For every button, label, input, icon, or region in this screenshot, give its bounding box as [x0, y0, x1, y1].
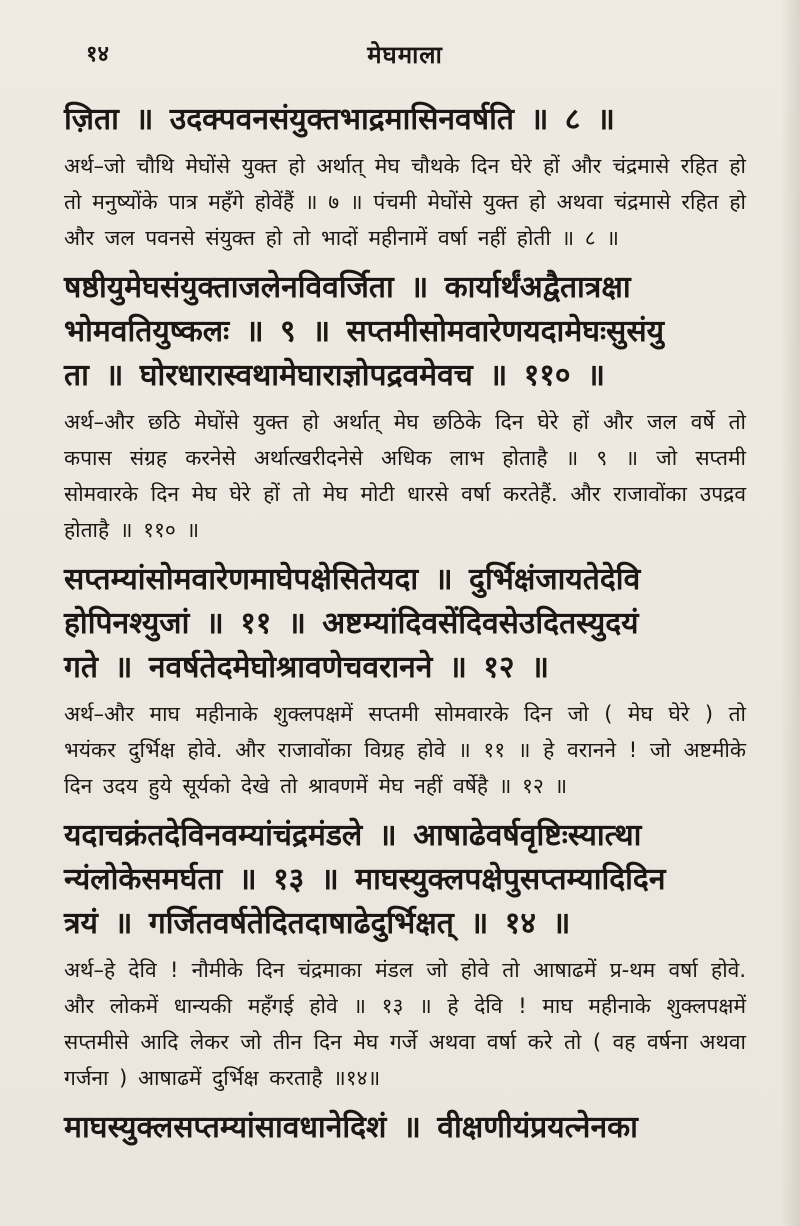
hindi-meaning: अर्थ–हे देवि ! नौमीके दिन चंद्रमाका मंडल जो होवे तो आषाढमें प्र-थम वर्षा होवे. और लोकमें धान्यकी महँगई होवे ॥ १३ ॥ हे देवि ! माघ महीनाके शुक्लपक्षमें सप्तमीसे आदि लेकर जो तीन दिन मेघ गर्जे अथवा वर्षा करे तो ( वह वर्षना अथवा गर्जना ) आषाढमें दुर्भिक्ष करताहै ॥१४॥	[64, 958, 746, 1090]
sanskrit-verse	[64, 814, 746, 946]
verse-block-4	[64, 814, 746, 1096]
verse-block-2	[64, 266, 746, 548]
verse-line: न्यंलोकेसमर्घता ॥ १३ ॥ माघस्युक्लपक्षेपुसप्तम्यादिदिन	[64, 862, 666, 897]
hindi-meaning: अर्थ–और छठि मेघोंसे युक्त हो अर्थात् मेघ छठिके दिन घेरे हों और जल वर्षे तो कपास संग्रह करनेसे अर्थात्खरीदनेसे अधिक लाभ होताहै ॥ ९ ॥ जो सप्तमी सोमवारके दिन मेघ घेरे हों तो मेघ मोटी धारसे वर्षा करतेहैं. और राजावोंका उपद्रव होताहै ॥ ११० ॥	[64, 410, 746, 542]
sanskrit-verse	[64, 558, 746, 690]
running-title: मेघमाला	[367, 41, 443, 69]
sanskrit-verse	[64, 98, 746, 142]
page-number: १४	[86, 42, 109, 67]
verse-block-5	[64, 1106, 746, 1150]
verse-line: यदाचक्रंतदेविनवम्यांचंद्रमंडले ॥ आषाढेवर्षवृष्टिःस्यात्था	[64, 818, 642, 853]
verse-line: सप्तम्यांसोमवारेणमाघेपक्षेसितेयदा ॥ दुर्भिक्षंजायतेदेवि	[64, 562, 641, 597]
hindi-meaning: अर्थ–जो चौथि मेघोंसे युक्त हो अर्थात् मेघ चौथके दिन घेरे हों और चंद्रमासे रहित हो तो मनुष्योंके पात्र महँगे होवेंहैं ॥ ७ ॥ पंचमी मेघोंसे युक्त हो अथवा चंद्रमासे रहित हो और जल पवनसे संयुक्त हो तो भादों महीनामें वर्षा नहीं होती ॥ ८ ॥	[64, 154, 746, 250]
verse-line: माघस्युक्लसप्तम्यांसावधानेदिशं ॥ वीक्षणीयंप्रयत्नेनका	[64, 1110, 638, 1145]
sanskrit-verse	[64, 1106, 746, 1150]
sanskrit-verse	[64, 266, 746, 398]
verse-line: गते ॥ नवर्षतेदमेघोश्रावणेचवरानने ॥ १२ ॥	[64, 650, 549, 685]
verse-line: ज़िता ॥ उदक्पवनसंयुक्तभाद्रमासिनवर्षति ॥ ८ ॥	[64, 102, 615, 137]
verse-line: भोमवतियुष्कलः ॥ ९ ॥ सप्तमीसोमवारेणयदामेघःसुसंयु	[64, 314, 665, 349]
verse-line: त्रयं ॥ गर्जितवर्षतेदितदाषाढेदुर्भिक्षत् ॥ १४ ॥	[64, 906, 571, 941]
verse-block-1	[64, 98, 746, 256]
hindi-meaning: अर्थ–और माघ महीनाके शुक्लपक्षमें सप्तमी सोमवारके दिन जो ( मेघ घेरे ) तो भयंकर दुर्भिक्ष होवे. और राजावोंका विग्रह होवे ॥ ११ ॥ हे वरानने ! जो अष्टमीके दिन उदय हुये सूर्यको देखे तो श्रावणमें मेघ नहीं वर्षेहै ॥ १२ ॥	[64, 702, 746, 798]
verse-line: षष्ठीयुमेघसंयुक्ताजलेनविवर्जिता ॥ कार्यार्थंअद्वैतात्रक्षा	[64, 270, 631, 305]
verse-line: ता ॥ घोरधारास्वथामेघाराज्ञोपद्रवमेवच ॥ ११० ॥	[64, 358, 605, 393]
page-header	[64, 38, 746, 82]
verse-line: होपिनश्युजां ॥ ११ ॥ अष्टम्यांदिवसेंदिवसेउदितस्युदयं	[64, 606, 639, 641]
verse-block-3	[64, 558, 746, 804]
